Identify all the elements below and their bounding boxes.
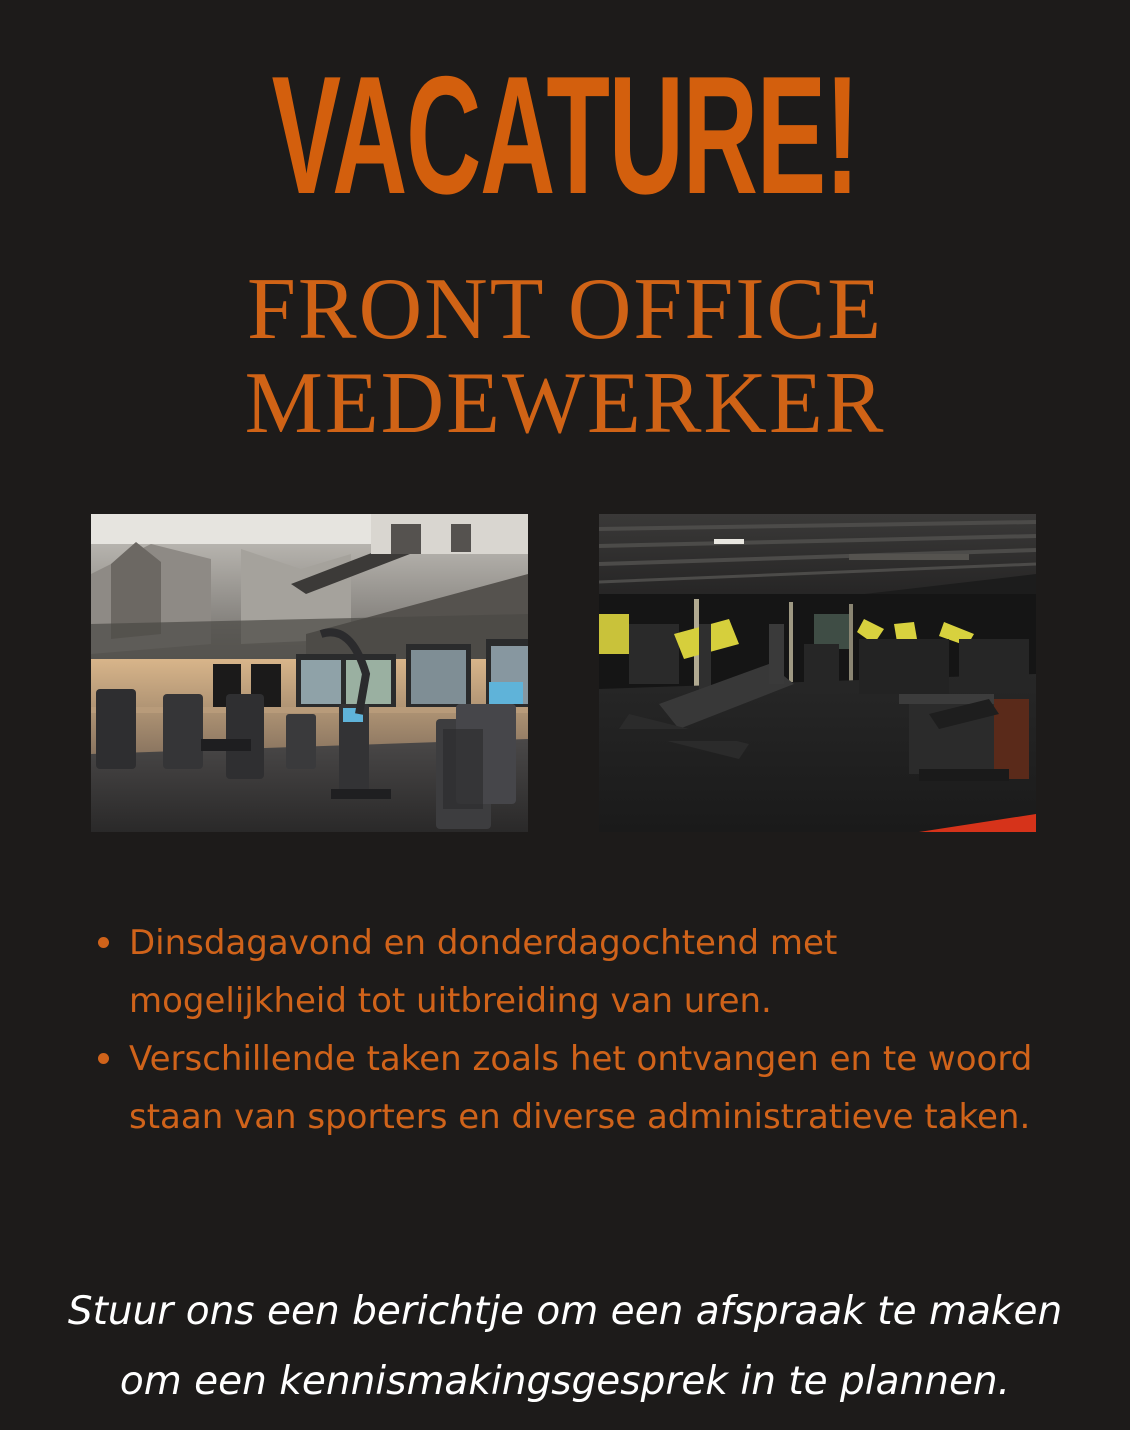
vacancy-bullet-list xyxy=(96,914,1056,1146)
list-item xyxy=(96,914,1056,1030)
list-item xyxy=(96,1030,1056,1146)
bullet-text: Verschillende taken zoals het ontvangen en te woord staan van sporters en diverse administratieve taken. xyxy=(129,1039,1033,1137)
gym-cardio-area-photo xyxy=(91,514,528,832)
bullet-icon xyxy=(98,1053,109,1064)
job-title-line-1: FRONT OFFICE xyxy=(246,261,884,358)
job-title-line-2: MEDEWERKER xyxy=(244,355,886,452)
bullet-icon xyxy=(98,937,109,948)
call-to-action-line-2: om een kennismakingsgesprek in te plannen. xyxy=(119,1359,1011,1404)
gym-strength-area-photo xyxy=(599,514,1036,832)
call-to-action-line-1: Stuur ons een berichtje om een afspraak te maken xyxy=(67,1289,1063,1334)
headline: VACATURE! xyxy=(271,41,859,229)
bullet-text: Dinsdagavond en donderdagochtend met mogelijkheid tot uitbreiding van uren. xyxy=(129,923,838,1021)
